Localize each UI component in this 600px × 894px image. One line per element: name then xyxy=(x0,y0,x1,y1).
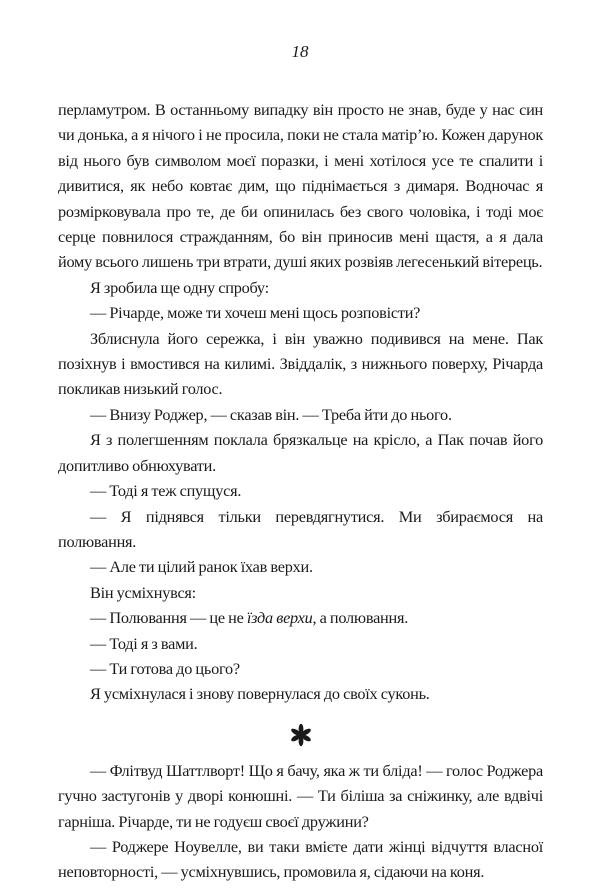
italic-emphasis: їзда верхи xyxy=(246,608,313,628)
dialogue-line: — Роджере Ноувелле, ви таки вмієте дати жінці відчуття власної неповторності, — усміхнувшись, промовила я, сідаючи на коня. xyxy=(58,836,543,882)
dialogue-line: — Ти готова до цього? xyxy=(90,658,240,678)
paragraph: Зблиснула його сережка, і він уважно подивився на мене. Пак позіхнув і вмостився на килимі. Звіддалік, з нижнього поверху, Річарда покликав низький голос. xyxy=(58,328,543,399)
paragraph: Я усміхнулася і знову повернулася до своїх суконь. xyxy=(90,684,430,704)
paragraph: Я зробила ще одну спробу: xyxy=(90,277,269,297)
dialogue-line: — Флітвуд Шаттлворт! Що я бачу, яка ж ти бліда! — голос Роджера гучно застугонів у дворі конюшні. — Ти біліша за сніжинку, але вдвічі гарніша. Річарде, ти не годуєш своєї дружини? xyxy=(58,760,543,831)
paragraph: Я з полегшенням поклала брязкальце на крісло, а Пак почав його допитливо обнюхувати. xyxy=(58,430,543,475)
page-number: 18 xyxy=(291,42,309,61)
paragraph: Він усміхнувся: xyxy=(90,582,196,602)
section-separator xyxy=(58,721,543,747)
dialogue-line: — Але ти цілий ранок їхав верхи. xyxy=(90,557,313,577)
dialogue-line: — Тоді я з вами. xyxy=(90,633,198,653)
dialogue-text: , а полювання. xyxy=(312,608,409,628)
dialogue-line: — Тоді я теж спущуся. xyxy=(90,481,242,501)
dialogue-line: — Річарде, може ти хочеш мені щось розповісти? xyxy=(90,303,421,323)
dialogue-text: — Полювання — це не xyxy=(90,608,247,628)
dialogue-line-italic xyxy=(58,605,543,630)
dialogue-line: — Я піднявся тільки перевдягнутися. Ми збираємося на полювання. xyxy=(58,506,543,551)
asterisk-ornament-icon xyxy=(289,723,313,747)
body-text xyxy=(58,97,543,885)
dialogue-line: — Внизу Роджер, — сказав він. — Треба йти до нього. xyxy=(90,404,452,424)
paragraph: перламутром. В останньому випадку він просто не знав, буде у нас син чи донька, а я нічого і не просила, поки не стала матір’ю. Кожен дарунок від нього був символом моєї поразки, і мені хотілося усе те спалити і дивитися, як небо ковтає дим, що піднімається з димаря. Водночас я розмірковувала про те, де би опинилась без свого чоловіка, і тоді моє серце повнилося стражданням, бо він приносив мені щастя, а я дала йому всього лишень три втрати, душі яких розвіяв легесенький вітерець. xyxy=(58,100,543,272)
